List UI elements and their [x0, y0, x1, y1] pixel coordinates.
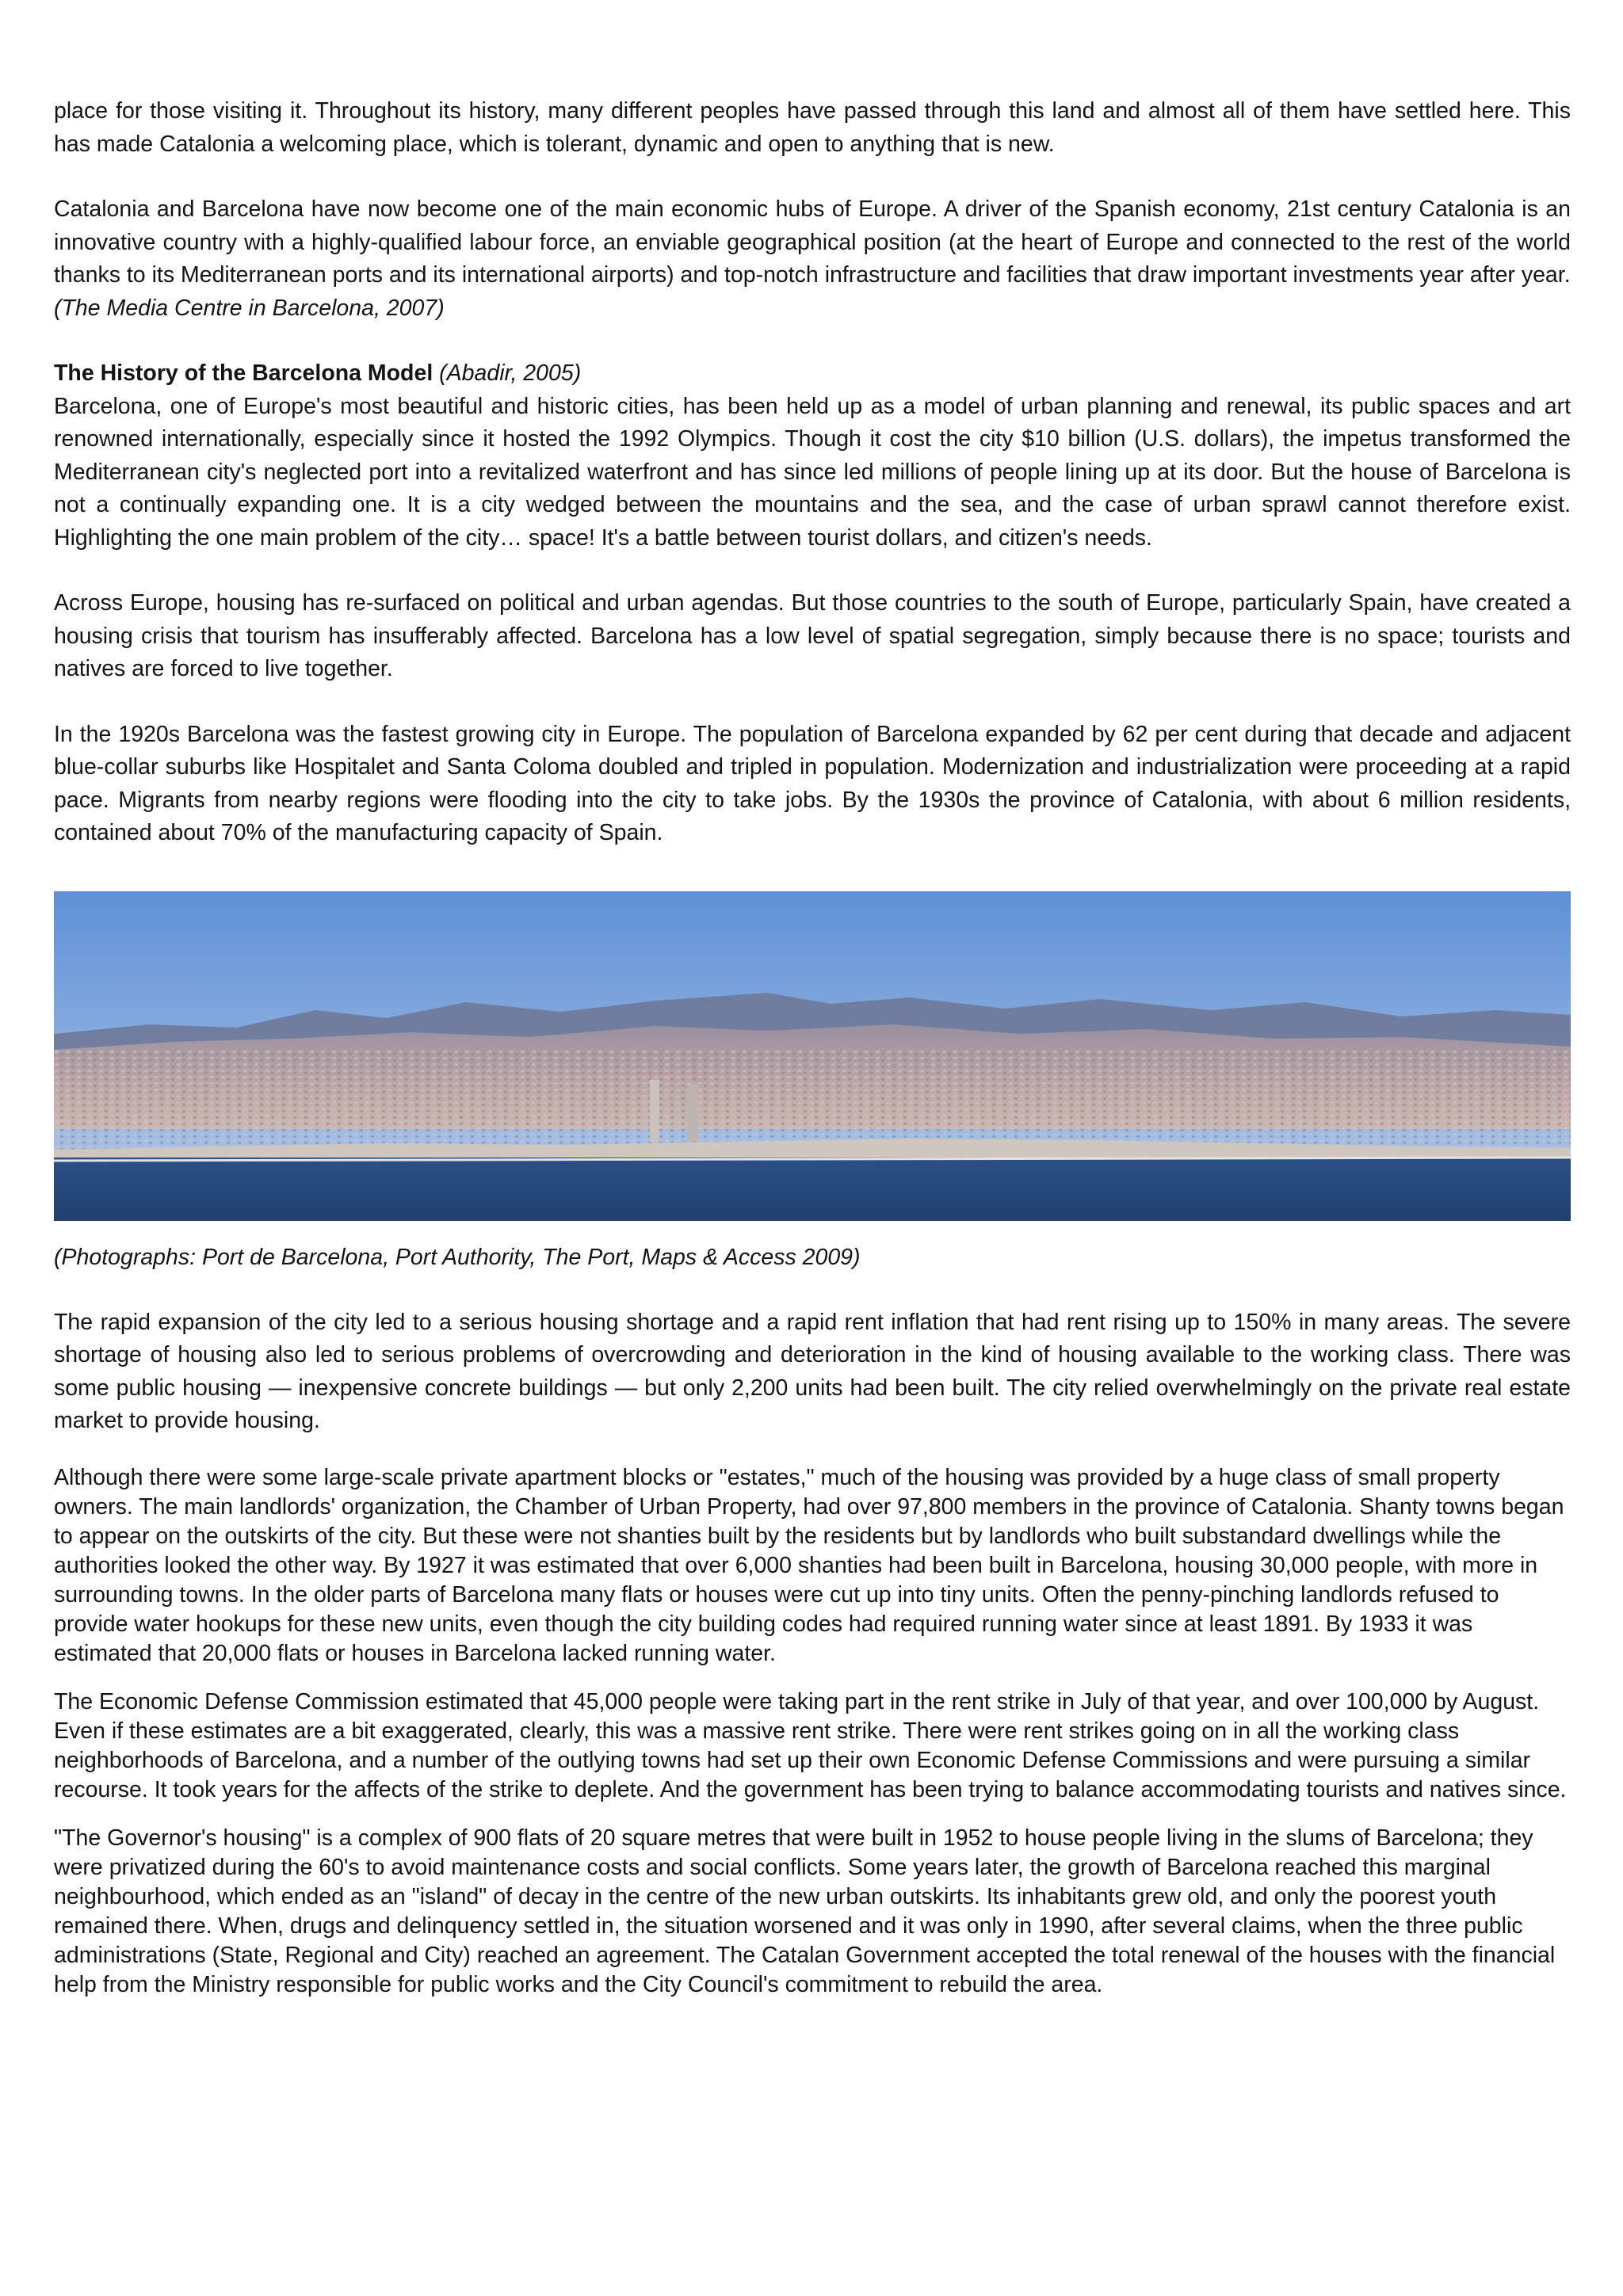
history-heading-citation: (Abadir, 2005)	[439, 360, 582, 386]
paragraph-rent-strike: The Economic Defense Commission estimated that 45,000 people were taking part in the rent strike in July of that year, and over 100,000 by August. Even if these estimates are a bit exaggerated, clearly, this was a massive rent strike. There were rent strikes going on in all the working class neighborhoods of Barcelona, and a number of the outlying towns had set up their own Economic Defense Commissions and were pursuing a similar recourse. It took years for the affects of the strike to deplete. And the government has been trying to balance accommodating tourists and natives since.	[54, 1688, 1567, 1802]
paragraph-housing-europe: Across Europe, housing has re-surfaced on political and urban agendas. But those countries to the south of Europe, particularly Spain, have created a housing crisis that tourism has insufferably affected. Barcelona has a low level of spatial segregation, simply because there is no space; tourists and natives are forced to live together.	[54, 590, 1571, 681]
citation-media-centre: (The Media Centre in Barcelona, 2007)	[54, 295, 445, 321]
paragraph-economic-hubs: Catalonia and Barcelona have now become one of the main economic hubs of Europe. A driver of the Spanish economy, 21st century Catalonia is an innovative country with a highly-qualified labour force, an enviable geographical position (at the heart of Europe and connected to the rest of the world thanks to its Mediterranean ports and its international airports) and top-notch infrastructure and facilities that draw important investments year after year.	[54, 196, 1571, 288]
paragraph-1920s-growth: In the 1920s Barcelona was the fastest growing city in Europe. The population of Barcelona expanded by 62 per cent during that decade and adjacent blue-collar suburbs like Hospitalet and Santa Coloma doubled and tripled in population. Modernization and industrialization were proceeding at a rapid pace. Migrants from nearby regions were flooding into the city to take jobs. By the 1930s the province of Catalonia, with about 6 million residents, contained about 70% of the manufacturing capacity of Spain.	[54, 721, 1571, 845]
paragraph-rapid-expansion: The rapid expansion of the city led to a serious housing shortage and a rapid rent inflation that had rent rising up to 150% in many areas. The severe shortage of housing also led to serious problems of overcrowding and deterioration in the kind of housing available to the working class. There was some public housing — inexpensive concrete buildings — but only 2,200 units had been built. The city relied overwhelmingly on the private real estate market to provide housing.	[54, 1309, 1571, 1433]
paragraph-landlords: Although there were some large-scale private apartment blocks or "estates," much of the housing was provided by a huge class of small property owners. The main landlords' organization, the Chamber of Urban Property, had over 97,800 members in the province of Catalonia. Shanty towns began to appear on the outskirts of the city. But these were not shanties built by the residents but by landlords who built substandard dwellings while the authorities looked the other way. By 1927 it was estimated that over 6,000 shanties had been built in Barcelona, housing 30,000 people, with more in surrounding towns. In the older parts of Barcelona many flats or houses were cut up into tiny units. Often the penny-pinching landlords refused to provide water hookups for these new units, even though the city building codes had required running water since at least 1891. By 1933 it was estimated that 20,000 flats or houses in Barcelona lacked running water.	[54, 1464, 1564, 1666]
photo-caption: (Photographs: Port de Barcelona, Port Authority, The Port, Maps & Access 2009)	[54, 1244, 861, 1270]
paragraph-barcelona-model: Barcelona, one of Europe's most beautiful and historic cities, has been held up as a model of urban planning and renewal, its public spaces and art renowned internationally, especially since it hosted the 1992 Olympics. Though it cost the city $10 billion (U.S. dollars), the impetus transformed the Mediterranean city's neglected port into a revitalized waterfront and has since led millions of people lining up at its door. But the house of Barcelona is not a continually expanding one. It is a city wedged between the mountains and the sea, and the case of urban sprawl cannot therefore exist. Highlighting the one main problem of the city… space! It's a battle between tourist dollars, and citizen's needs.	[54, 393, 1571, 551]
history-heading	[54, 357, 1571, 391]
history-heading-title: The History of the Barcelona Model	[54, 360, 433, 386]
document-page	[54, 95, 1571, 2000]
bottom-section	[54, 1463, 1571, 2000]
paragraph-catalonia-welcoming: place for those visiting it. Throughout its history, many different peoples have passed through this land and almost all of them have settled here. This has made Catalonia a welcoming place, which is tolerant, dynamic and open to anything that is new.	[54, 98, 1571, 157]
barcelona-skyline-photo	[54, 891, 1571, 1221]
paragraph-governors-housing: "The Governor's housing" is a complex of 900 flats of 20 square metres that were built in 1952 to house people living in the slums of Barcelona; they were privatized during the 60's to avoid maintenance costs and social conflicts. Some years later, the growth of Barcelona reached this marginal neighbourhood, which ended as an "island" of decay in the centre of the new urban outskirts. Its inhabitants grew old, and only the poorest youth remained there. When, drugs and delinquency settled in, the situation worsened and it was only in 1990, after several claims, when the three public administrations (State, Regional and City) reached an agreement. The Catalan Government accepted the total renewal of the houses with the financial help from the Ministry responsible for public works and the City Council's commitment to rebuild the area.	[54, 1825, 1556, 1997]
barcelona-panorama-image	[54, 891, 1571, 1221]
